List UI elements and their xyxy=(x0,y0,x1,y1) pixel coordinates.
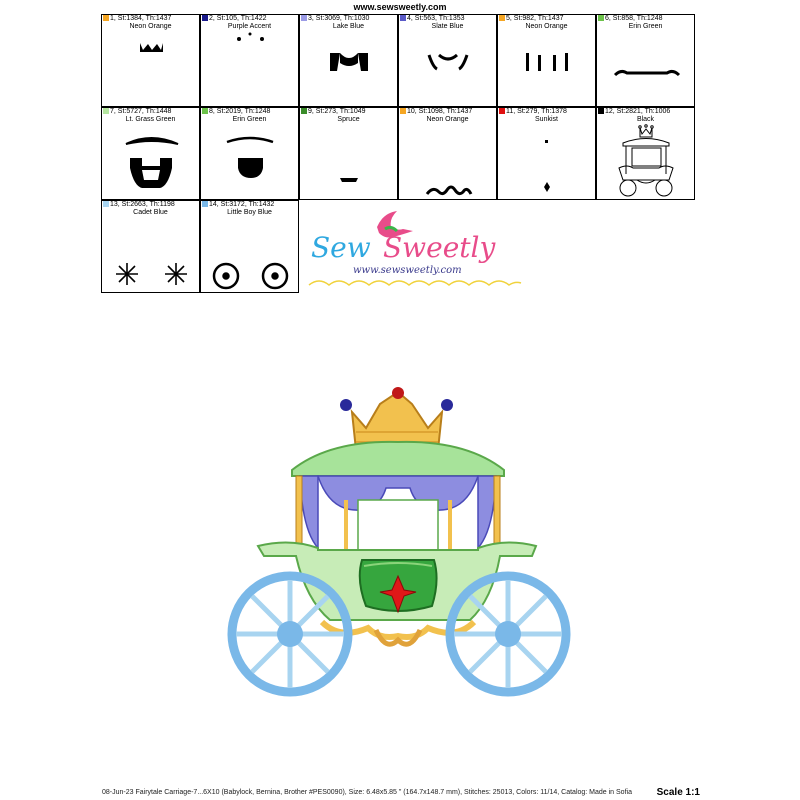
color-14-name: Little Boy Blue xyxy=(227,209,272,216)
color-6-name: Erin Green xyxy=(628,23,663,30)
left-wheel-icon xyxy=(232,576,348,692)
logo-url: www.sewsweetly.com xyxy=(353,265,462,276)
color-13-info: 13, St:2663, Th:1198 xyxy=(110,201,175,208)
color-12-name: Black xyxy=(636,116,655,123)
color-1-info: 1, St:1384, Th:1437 xyxy=(110,15,172,22)
color-8-name: Erin Green xyxy=(232,116,267,123)
scale-label: Scale 1:1 xyxy=(656,787,700,798)
color-10-name: Neon Orange xyxy=(426,116,469,123)
crown-icon xyxy=(340,387,453,450)
color-14-info: 14, St:3172, Th:1432 xyxy=(209,201,275,208)
color-1-name: Neon Orange xyxy=(129,23,172,30)
color-7-info: 7, St:5727, Th:1448 xyxy=(110,108,172,115)
color-5-info: 5, St:982, Th:1437 xyxy=(506,15,564,22)
color-11-info: 11, St:279, Th:1378 xyxy=(506,108,567,115)
site-url[interactable]: www.sewsweetly.com xyxy=(353,2,447,12)
color-9-name: Spruce xyxy=(337,116,360,123)
color-4-info: 4, St:563, Th:1353 xyxy=(407,15,465,22)
color-2-name: Purple Accent xyxy=(227,23,272,30)
color-10-info: 10, St:1098, Th:1437 xyxy=(407,108,473,115)
color-2-info: 2, St:105, Th:1422 xyxy=(209,15,267,22)
color-12-info: 12, St:2821, Th:1006 xyxy=(605,108,671,115)
design-info-footer: 08-Jun-23 Fairytale Carriage-7...6X10 (Babylock, Bernina, Brother #PES0090), Size: 6.48x5.85 " (164.7x148.7 mm), Stitches: 25013, Colors: 11/14, Catalog: Made in Sofia xyxy=(102,789,632,796)
color-4-name: Slate Blue xyxy=(431,23,464,30)
right-wheel-icon xyxy=(450,576,566,692)
color-7-name: Lt. Grass Green xyxy=(125,116,176,123)
color-3-name: Lake Blue xyxy=(332,23,365,30)
color-11-name: Sunkist xyxy=(535,116,558,123)
svg-text:Sew: Sew xyxy=(311,231,371,264)
color-8-info: 8, St:2019, Th:1248 xyxy=(209,108,271,115)
color-5-name: Neon Orange xyxy=(525,23,568,30)
color-3-info: 3, St:3069, Th:1030 xyxy=(308,15,370,22)
color-9-info: 9, St:273, Th:1049 xyxy=(308,108,366,115)
color-13-name: Cadet Blue xyxy=(133,209,168,216)
svg-text:Sweetly: Sweetly xyxy=(383,231,496,264)
color-6-info: 6, St:858, Th:1248 xyxy=(605,15,663,22)
